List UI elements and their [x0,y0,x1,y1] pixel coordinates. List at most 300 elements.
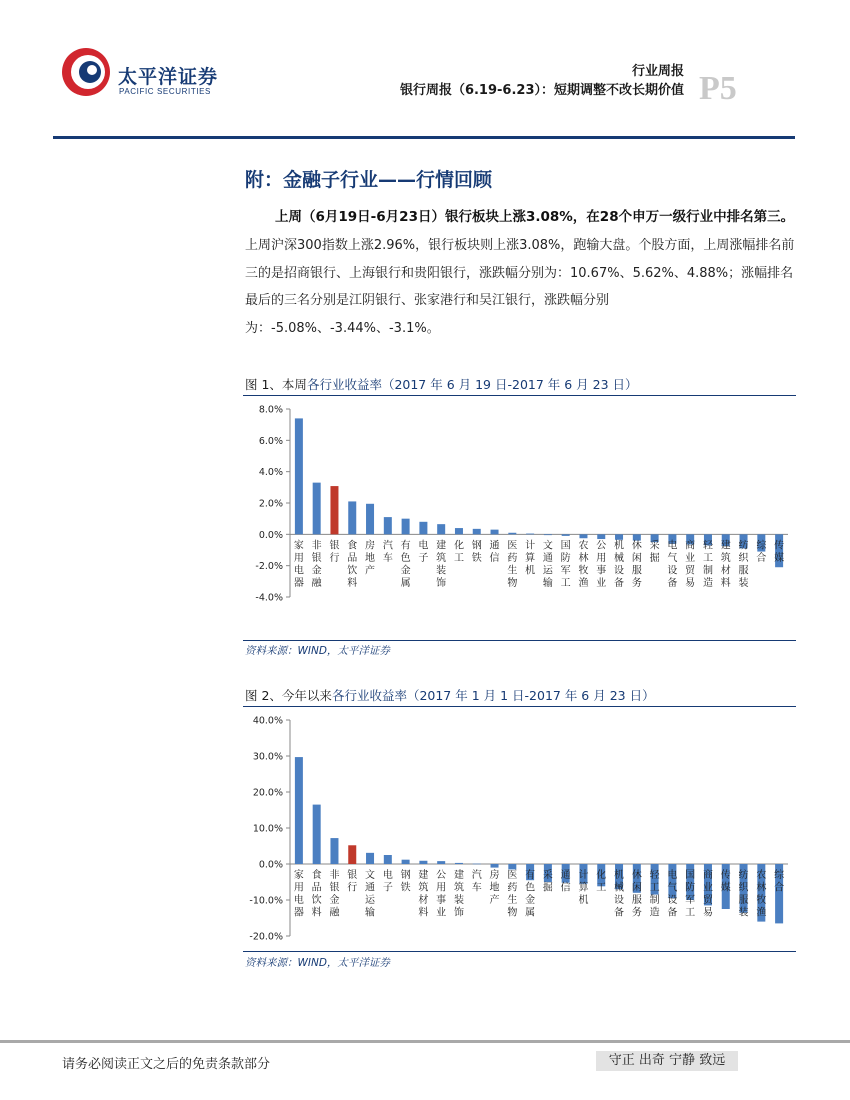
category-char: 融 [329,907,340,919]
category-char: 国 [685,870,696,881]
category-label [685,538,696,589]
category-char: 器 [293,907,304,919]
figure-2-label: 图 2、今年以来 [245,688,332,703]
category-label [436,538,446,589]
bar-2 [313,805,321,864]
category-char: 械 [614,882,625,894]
category-char: 食 [347,540,358,552]
category-char: 子 [382,882,393,894]
category-label [721,538,731,589]
category-char: 农 [578,540,589,552]
y-tick-label: 0.0% [258,859,283,871]
category-char: 服 [738,565,749,577]
category-label [312,868,322,919]
category-char: 材 [418,895,429,906]
category-char: 算 [578,882,589,894]
category-label [667,868,677,919]
category-char: 车 [382,552,393,564]
category-char: 军 [685,895,696,906]
category-char: 媒 [720,882,731,894]
category-char: 贸 [685,565,696,577]
category-char: 事 [436,895,447,906]
category-char: 综 [774,870,785,881]
category-char: 行 [347,882,358,894]
category-label [365,538,375,576]
category-char: 合 [756,552,767,564]
category-char: 金 [311,565,322,577]
category-char: 织 [738,882,749,894]
bar-11 [473,529,481,534]
category-label [721,868,731,894]
category-label [365,869,376,919]
category-label [294,539,304,589]
category-char: 产 [365,565,376,577]
category-char: 工 [649,882,660,894]
category-char: 防 [560,552,571,564]
bar-1 [295,757,303,864]
category-char: 休 [631,870,642,881]
bar-16 [562,534,570,536]
category-char: 电 [667,540,678,552]
pacific-securities-logo-icon [60,46,112,98]
figure-1-bottom-rule [243,640,796,641]
category-char: 行 [329,552,340,564]
category-char: 装 [738,577,749,589]
category-char: 机 [525,565,536,577]
category-char: 建 [720,540,731,552]
category-char: 非 [329,870,340,881]
category-char: 工 [560,577,571,589]
bar-11 [473,864,481,865]
category-char: 造 [702,577,713,589]
category-char: 医 [507,540,518,552]
category-char: 用 [436,882,447,894]
category-label [418,868,428,919]
category-char: 药 [507,552,518,564]
category-char: 采 [542,870,553,881]
category-char: 牧 [756,895,767,906]
category-char: 掘 [542,882,553,894]
bar-2 [313,483,321,535]
category-char: 务 [631,577,642,589]
bar-14 [526,534,534,535]
category-char: 融 [311,577,322,589]
brand-name-en: PACIFIC SECURITIES [119,87,211,96]
category-label [436,870,446,919]
category-char: 工 [702,552,713,564]
category-label [472,538,482,564]
category-char: 掘 [649,552,660,564]
category-char: 商 [702,870,713,881]
category-char: 钢 [471,540,482,552]
category-label [543,868,553,894]
category-label [774,538,784,564]
category-label [667,538,677,589]
category-label [756,868,766,919]
bar-9 [437,861,445,864]
category-char: 服 [738,895,749,906]
category-char: 装 [738,907,749,919]
category-char: 金 [400,565,411,577]
category-char: 色 [400,552,411,564]
category-char: 轻 [702,540,713,552]
category-char: 品 [347,552,358,564]
category-char: 计 [578,870,589,881]
category-char: 林 [756,882,767,894]
category-char: 属 [400,577,411,589]
category-char: 装 [453,895,464,906]
category-char: 公 [596,540,607,552]
category-char: 商 [685,540,696,552]
y-tick-label: 10.0% [252,823,283,835]
footer-motto: 守正 出奇 宁静 致远 [596,1051,738,1071]
report-category: 行业周报 [631,64,684,79]
category-char: 筑 [453,882,464,894]
category-char: 机 [578,895,589,906]
footer-disclaimer: 请务必阅读正文之后的免责条款部分 [62,1057,271,1072]
bar-17 [579,534,587,538]
category-char: 设 [667,565,678,577]
category-char: 业 [685,552,696,564]
category-char: 备 [614,577,625,589]
category-char: 装 [436,565,447,577]
category-char: 综 [756,540,767,552]
category-char: 合 [774,882,785,894]
category-char: 饮 [311,895,322,906]
category-char: 业 [436,907,447,919]
y-tick-label: 0.0% [258,529,283,541]
category-char: 筑 [418,882,429,894]
figure-2-bottom-rule [243,951,796,952]
category-char: 属 [525,907,536,919]
section-paragraph: 上周沪深300指数上涨2.96%，银行板块则上涨3.08%，跑输大盘。个股方面，上周涨幅排名前三的是招商银行、上海银行和贵阳银行，涨跌幅分别为：10.67%、5.62%、4.88%；涨幅排名最后的三名分别是江阴银行、张家港行和吴江银行，涨跌幅分别为：-5.08%、-3.44%、-3.1%。 [245,238,795,336]
figure-2-title [245,686,655,704]
page-number: P5 [699,70,737,107]
category-char: 银 [329,882,340,894]
bar-7 [402,519,410,535]
figure-1-title [245,375,638,393]
category-char: 铁 [471,552,482,564]
category-char: 通 [560,870,571,881]
brand-name-cn: 太平洋证券 [118,66,219,88]
category-char: 业 [702,882,713,894]
category-char: 地 [365,552,376,564]
category-label [490,868,500,906]
category-char: 机 [614,870,625,881]
section-title: 附：金融子行业——行情回顾 [245,169,493,191]
category-label [703,868,714,919]
category-char: 饰 [453,907,464,919]
category-char: 房 [365,540,376,552]
category-char: 备 [614,907,625,919]
category-char: 传 [720,870,731,881]
category-char: 纺 [738,540,749,552]
y-tick-label: -20.0% [249,931,283,943]
category-char: 运 [542,565,553,577]
category-char: 用 [293,882,304,894]
category-char: 银 [347,870,358,881]
y-tick-label: -4.0% [255,592,283,604]
category-label [578,868,588,906]
category-char: 色 [525,882,536,894]
bar-3 [330,486,338,534]
category-label [490,539,500,564]
category-char: 公 [436,870,447,881]
category-char: 房 [489,870,500,881]
figure-1-label: 图 1、本周 [245,377,307,392]
category-char: 织 [738,552,749,564]
category-char: 食 [311,870,322,881]
category-char: 家 [293,540,304,552]
figure-2-title-text: 各行业收益率（2017 年 1 月 1 日-2017 年 6 月 23 日） [331,688,655,703]
category-char: 汽 [382,540,393,552]
bar-9 [437,524,445,534]
category-char: 纺 [738,870,749,881]
category-char: 国 [560,540,571,552]
category-char: 休 [631,540,642,552]
category-char: 料 [720,577,731,589]
bar-19 [615,534,623,539]
category-char: 制 [649,895,660,906]
category-label [632,868,642,919]
category-char: 信 [560,882,571,894]
category-char: 牧 [578,565,589,577]
bar-3 [330,838,338,864]
category-char: 料 [418,907,429,919]
category-char: 建 [453,870,464,881]
category-label [739,868,750,919]
category-char: 电 [418,540,429,552]
category-char: 工 [685,907,696,919]
category-char: 事 [596,565,607,577]
category-char: 有 [525,870,536,881]
category-char: 子 [418,552,429,564]
category-char: 汽 [471,870,482,881]
category-char: 工 [596,882,607,894]
category-char: 银 [311,552,322,564]
category-char: 气 [667,552,678,564]
category-label [614,538,624,589]
category-char: 易 [685,577,696,589]
bar-1 [295,418,303,534]
category-char: 非 [311,540,322,552]
bar-18 [597,534,605,539]
category-char: 闲 [631,552,642,564]
category-char: 贸 [702,895,713,906]
category-char: 料 [311,907,322,919]
category-char: 农 [756,870,767,881]
category-label [774,868,785,894]
category-label [329,538,339,564]
category-char: 材 [720,565,731,577]
category-char: 家 [293,870,304,881]
category-label [312,538,323,589]
category-char: 药 [507,882,518,894]
category-char: 生 [507,565,518,577]
figure-1-chart [243,396,796,640]
category-char: 医 [507,870,518,881]
category-char: 备 [667,577,678,589]
category-char: 信 [489,552,500,564]
category-char: 金 [329,895,340,906]
category-label [347,868,357,894]
category-label [578,538,588,589]
figure-1-source: 资料来源：WIND，太平洋证券 [245,645,390,657]
category-label [614,868,624,919]
category-char: 饮 [347,565,358,577]
category-char: 通 [365,882,376,894]
bar-13 [508,533,516,535]
category-char: 通 [542,552,553,564]
category-label [703,539,714,589]
category-char: 运 [365,895,376,906]
category-char: 设 [614,565,625,577]
category-char: 械 [614,552,625,564]
bar-4 [348,845,356,864]
y-tick-label: 40.0% [252,715,283,727]
bar-6 [384,855,392,864]
figure-2-source: 资料来源：WIND，太平洋证券 [245,957,390,969]
category-char: 设 [667,895,678,906]
category-char: 设 [614,895,625,906]
category-char: 渔 [578,577,589,589]
category-char: 备 [667,907,678,919]
category-char: 输 [542,577,553,589]
category-label [561,539,571,589]
category-char: 化 [596,870,607,881]
y-tick-label: 6.0% [258,435,283,447]
y-tick-label: -2.0% [255,561,283,573]
y-tick-label: 2.0% [258,498,283,510]
y-tick-label: 8.0% [258,404,283,416]
category-char: 传 [774,540,785,552]
bar-7 [402,860,410,864]
category-char: 产 [489,895,500,906]
category-char: 轻 [649,870,660,881]
header-divider [53,136,795,139]
category-char: 地 [489,882,500,894]
category-char: 物 [507,577,518,589]
category-char: 筑 [720,552,731,564]
category-char: 建 [418,870,429,881]
bar-15 [544,534,552,535]
bar-5 [366,853,374,864]
category-char: 电 [667,870,678,881]
bar-12 [491,530,499,535]
bar-4 [348,501,356,534]
category-label [507,869,517,919]
y-tick-label: 20.0% [252,787,283,799]
category-char: 品 [311,882,322,894]
category-label [650,538,660,564]
category-char: 电 [293,565,304,577]
category-char: 防 [685,882,696,894]
category-label [401,538,411,589]
footer-divider [0,1040,850,1043]
category-label [329,868,340,919]
category-char: 饰 [436,577,447,589]
bar-6 [384,517,392,534]
y-tick-label: -10.0% [249,895,283,907]
category-label [454,538,464,564]
category-char: 文 [365,870,376,881]
bar-12 [491,864,499,868]
category-char: 渔 [756,907,767,919]
category-char: 工 [453,552,464,564]
category-char: 文 [542,540,553,552]
category-label [525,868,535,919]
bar-10 [455,863,463,864]
category-label [596,540,606,589]
category-label [507,539,517,589]
category-char: 电 [293,895,304,906]
category-label [632,538,642,589]
category-char: 车 [471,882,482,894]
bar-8 [419,861,427,864]
category-char: 服 [631,895,642,906]
category-label [294,869,304,919]
category-char: 料 [347,577,358,589]
category-char: 银 [329,540,340,552]
category-char: 钢 [400,870,411,881]
category-char: 计 [525,540,536,552]
category-label [756,538,767,564]
category-char: 通 [489,540,500,552]
category-char: 算 [525,552,536,564]
category-char: 务 [631,907,642,919]
category-label [418,538,428,564]
category-char: 机 [614,540,625,552]
bar-13 [508,864,516,869]
figure-1-title-text: 各行业收益率（2017 年 6 月 19 日-2017 年 6 月 23 日） [306,377,638,392]
category-char: 化 [453,540,464,552]
category-char: 电 [382,870,393,881]
category-char: 制 [702,565,713,577]
category-char: 采 [649,540,660,552]
category-char: 造 [649,907,660,919]
category-char: 易 [702,907,713,919]
category-char: 业 [596,577,607,589]
category-label [543,539,554,589]
category-char: 建 [436,540,447,552]
category-label [525,538,535,576]
category-char: 林 [578,552,589,564]
category-char: 生 [507,895,518,906]
category-char: 物 [507,907,518,919]
figure-2-chart [243,707,796,951]
category-char: 气 [667,882,678,894]
bar-8 [419,522,427,535]
category-char: 有 [400,540,411,552]
category-char: 用 [293,552,304,564]
category-char: 铁 [400,882,411,894]
category-label [383,868,393,894]
category-label [383,539,393,564]
category-char: 服 [631,565,642,577]
y-tick-label: 30.0% [252,751,283,763]
category-char: 筑 [436,552,447,564]
category-char: 媒 [774,552,785,564]
category-label [401,868,411,894]
category-label [739,538,750,589]
category-char: 闲 [631,882,642,894]
category-label [472,869,482,894]
category-char: 金 [525,895,536,906]
category-label [347,538,357,589]
category-char: 输 [365,907,376,919]
section-summary: 上周（6月19日-6月23日）银行板块上涨3.08%，在28个申万一级行业中排名第三。 [275,209,795,225]
category-label [596,868,606,894]
